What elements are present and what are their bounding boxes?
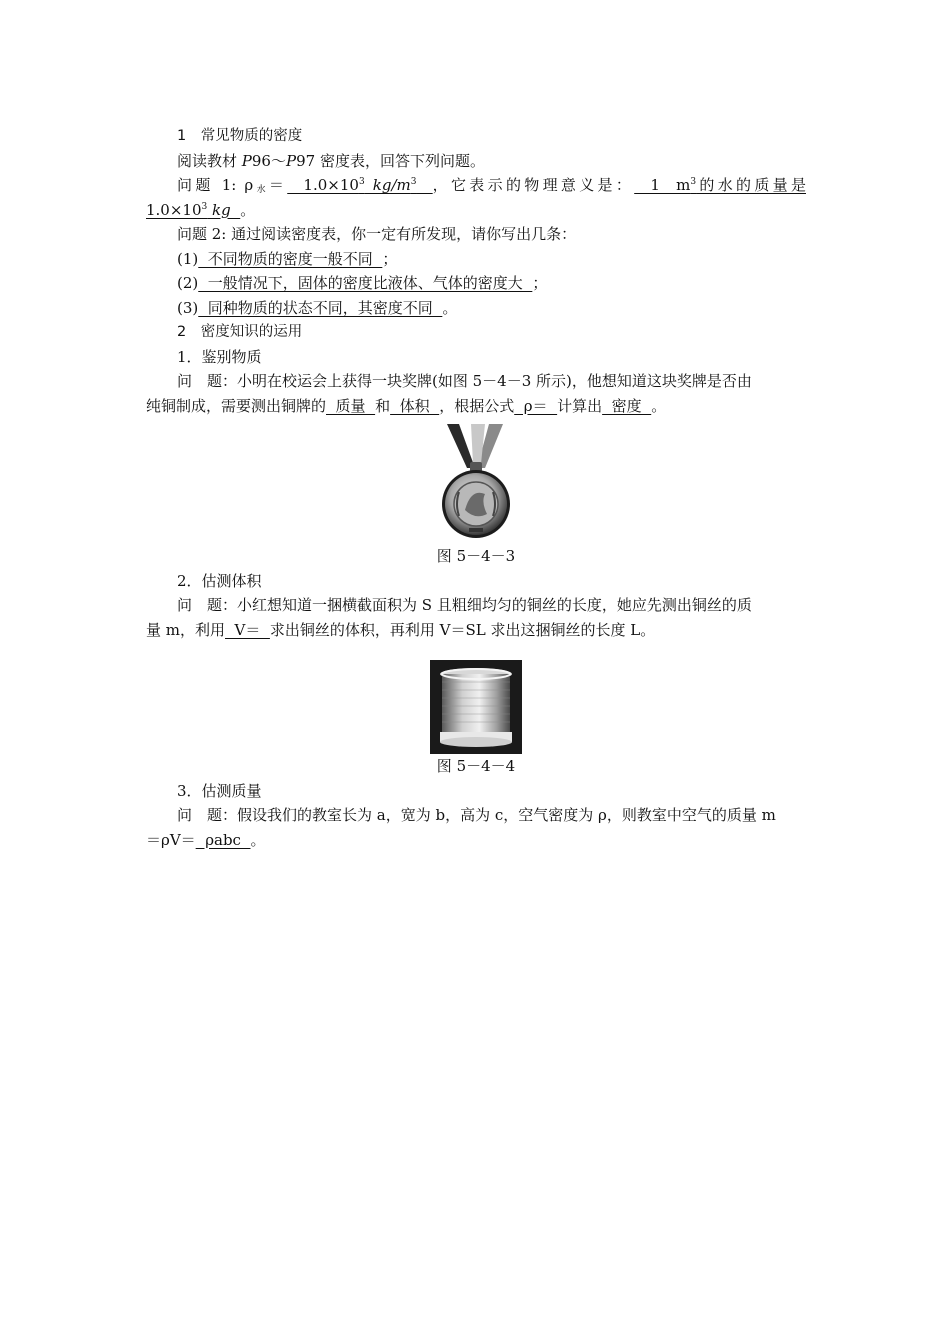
section2-title: 密度知识的运用	[200, 324, 303, 340]
answer-blank-density: $1.0\times 10^3$ $kg/m^3$	[287, 176, 417, 194]
item-end: ；	[532, 274, 548, 292]
item-number: (3)	[177, 298, 199, 317]
answer-blank: 同种物质的状态不同，其密度不同	[198, 298, 443, 317]
item-end: 。	[442, 298, 458, 317]
worksheet	[146, 124, 806, 852]
section2-heading	[146, 320, 806, 345]
question1-line1	[146, 173, 806, 198]
figure-medal	[146, 424, 806, 544]
text: 和	[375, 396, 391, 415]
text: 计算出	[557, 396, 603, 415]
volume-question-line1: 问 题：小红想知道一捆横截面积为 S 且粗细均匀的铜丝的长度，她应先测出铜丝的质	[177, 596, 752, 614]
equals-sign: ＝	[268, 176, 288, 194]
answer-blank-density: 密度	[602, 396, 652, 415]
identify-question-line1: 问 题：小明在校运会上获得一块奖牌(如图 5－4－3 所示)，他想知道这块奖牌是否由	[177, 372, 752, 390]
section1-heading	[146, 124, 806, 149]
mass-question-line2	[146, 828, 806, 853]
medal-image	[441, 424, 511, 544]
figure-caption-wire: 图 5－4－4	[436, 757, 516, 775]
answer-blank-mass-formula: ρabc	[195, 830, 251, 849]
answer-blank-meaning: 1 $m^3$的水的质量是	[634, 176, 806, 194]
answer-blank-mass: 质量	[326, 396, 376, 415]
answer-blank: 不同物质的密度一般不同	[198, 249, 383, 268]
answer-blank-volume-formula: V＝	[225, 620, 270, 639]
text: 。	[250, 830, 266, 849]
question1-mid-text: ，它表示的物理意义是：	[432, 176, 635, 194]
page-ref-number: 97	[296, 151, 316, 170]
page-ref-letter: P	[241, 151, 252, 170]
intro-text: 密度表，回答下列问题。	[319, 151, 485, 170]
question2-item-1	[146, 247, 806, 272]
page-ref-number: 96～	[251, 151, 286, 170]
question1-line2	[146, 198, 806, 223]
water-subscript: 水	[253, 185, 269, 195]
answer-blank: 一般情况下，固体的密度比液体、气体的密度大	[198, 274, 533, 292]
item-number: (2)	[177, 274, 199, 292]
subsection-identify-title: 1．鉴别物质	[177, 347, 262, 366]
subsection-mass-title: 3．估测质量	[177, 781, 262, 800]
text: ，根据公式	[439, 396, 515, 415]
text: 。	[651, 396, 667, 415]
page-ref-letter: P	[285, 151, 297, 170]
mass-question-line1: 问 题：假设我们的教室长为 a，宽为 b，高为 c，空气密度为 ρ，则教室中空气的质量 m	[177, 806, 776, 824]
question2-item-3	[146, 296, 806, 321]
text: ＝ρV＝	[146, 830, 196, 849]
question2-item-2	[146, 271, 806, 296]
section1-title: 常见物质的密度	[200, 128, 303, 144]
text: 纯铜制成，需要测出铜牌的	[146, 396, 327, 415]
section2-number: 2	[177, 324, 187, 340]
item-end: ；	[382, 249, 398, 268]
period: 。	[240, 200, 256, 219]
question1-label: 问题 1: ρ	[177, 176, 254, 194]
section1-number: 1	[177, 128, 187, 144]
text: 求出铜丝的体积，再利用 V＝SL 求出这捆铜丝的长度 L。	[269, 620, 656, 639]
answer-blank-volume: 体积	[390, 396, 440, 415]
figure-wire-spool	[146, 660, 806, 754]
figure-caption-medal: 图 5－4－3	[436, 547, 516, 565]
question2-label: 问题 2: 通过阅读密度表，你一定有所发现，请你写出几条：	[177, 225, 577, 243]
wire-spool-image	[430, 660, 522, 754]
answer-blank-meaning-cont: $1.0\times 10^3$ kg	[146, 200, 241, 219]
volume-question-line2	[146, 618, 806, 643]
subsection-volume-title: 2．估测体积	[177, 571, 262, 590]
identify-question-line2	[146, 394, 806, 419]
text: 量 m，利用	[146, 620, 225, 639]
item-number: (1)	[177, 249, 199, 268]
section1-intro	[146, 149, 806, 174]
intro-text: 阅读教材	[177, 151, 238, 170]
answer-blank-formula: ρ＝	[514, 396, 558, 415]
